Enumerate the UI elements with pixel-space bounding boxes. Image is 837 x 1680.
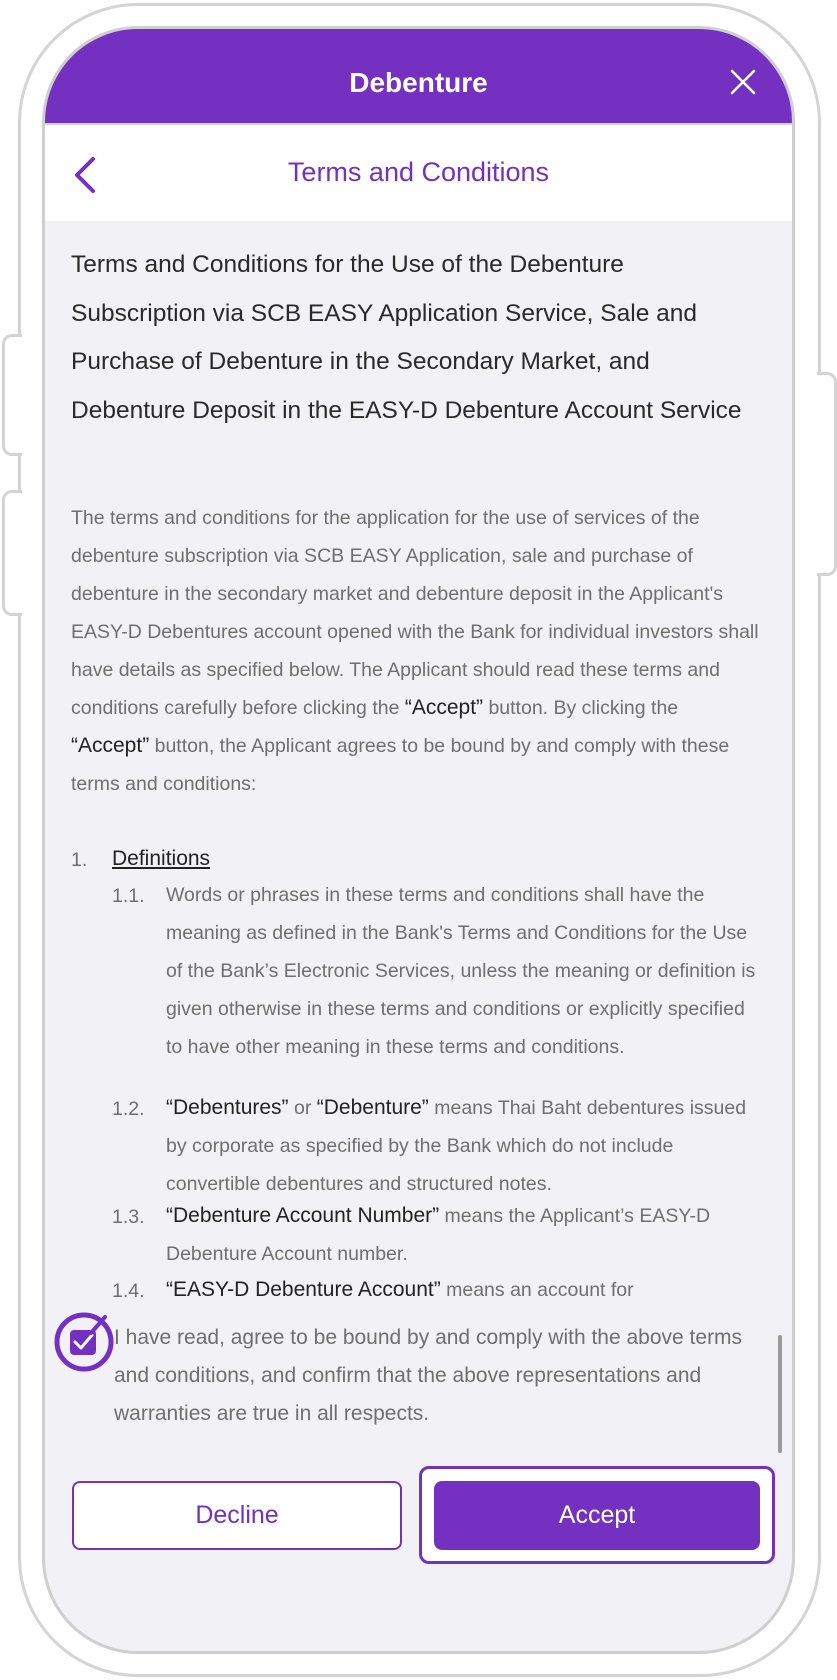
close-icon[interactable] xyxy=(730,69,756,95)
volume-up-button xyxy=(2,334,22,456)
clause-term: “Debenture” xyxy=(316,1096,429,1119)
app-screen xyxy=(42,26,795,1654)
decline-button[interactable]: Decline xyxy=(72,1481,402,1550)
clause-number: 1.3. xyxy=(112,1206,145,1228)
terms-scroll-area[interactable] xyxy=(45,221,792,1339)
sub-header xyxy=(45,123,792,221)
document-title: Terms and Conditions for the Use of the Debenture Subscription via SCB EASY Application Service, Sale and Purchase of Debenture in the Secondary Market, and Debenture Deposit in the EASY-D Debenture Account Service xyxy=(71,251,742,424)
clause-number: 1.1. xyxy=(112,885,145,907)
intro-accept-term-1: “Accept” xyxy=(404,696,484,719)
intro-text-3: button, the Applicant agrees to be bound by and comply with these terms and conditions: xyxy=(71,735,730,795)
intro-accept-term-2: “Accept” xyxy=(71,734,150,757)
power-button xyxy=(817,372,837,576)
intro-text-1: The terms and conditions for the application for the use of services of the debenture subscription via SCB EASY Application, sale and purchase of debenture in the secondary market and debenture deposit in the Applicant's EASY-D Debentures account opened with the Bank for individual investors shall have details as specified below. The Applicant should read these terms and conditions carefully before clicking the xyxy=(71,507,759,719)
clause-term: “EASY-D Debenture Account” xyxy=(166,1278,441,1301)
checkbox-checked-icon[interactable] xyxy=(53,1311,115,1373)
header-title: Debenture xyxy=(349,67,488,98)
consent-text: I have read, agree to be bound by and comply with the above terms and conditions, and confirm that the above representations and warranties are true in all respects. xyxy=(114,1319,764,1433)
clause-text: Words or phrases in these terms and conditions shall have the meaning as defined in the Bank's Terms and Conditions for the Use of the Bank’s Electronic Services, unless the meaning or definition is given otherwise in these terms and conditions or explicitly specified to have other meaning in these terms and conditions. xyxy=(166,884,756,1058)
clause-term: “Debentures” xyxy=(166,1096,289,1119)
intro-text-2: button. By clicking the xyxy=(483,697,679,719)
clause-connector: or xyxy=(288,1097,317,1119)
clause-term: “Debenture Account Number” xyxy=(166,1204,440,1227)
clause-text xyxy=(166,1197,756,1273)
app-header xyxy=(45,29,792,123)
clause-body: means an account for xyxy=(440,1279,634,1301)
clause-number: 1.4. xyxy=(112,1280,145,1302)
section-title: Definitions xyxy=(112,847,211,870)
clause-number: 1.2. xyxy=(112,1098,145,1120)
volume-down-button xyxy=(2,490,22,616)
section-number: 1. xyxy=(71,849,88,871)
clause-text xyxy=(166,1089,756,1203)
clause-body: means the Applicant’s EASY-D Debenture Account number. xyxy=(166,1205,711,1265)
accept-button[interactable]: Accept xyxy=(434,1481,760,1550)
page-title: Terms and Conditions xyxy=(287,157,550,187)
clause-body: means Thai Baht debentures issued by corporate as specified by the Bank which do not include convertible debentures and structured notes. xyxy=(166,1097,747,1195)
document-intro xyxy=(71,499,761,803)
scrollbar[interactable] xyxy=(778,1335,782,1453)
clause-text xyxy=(166,1271,756,1309)
